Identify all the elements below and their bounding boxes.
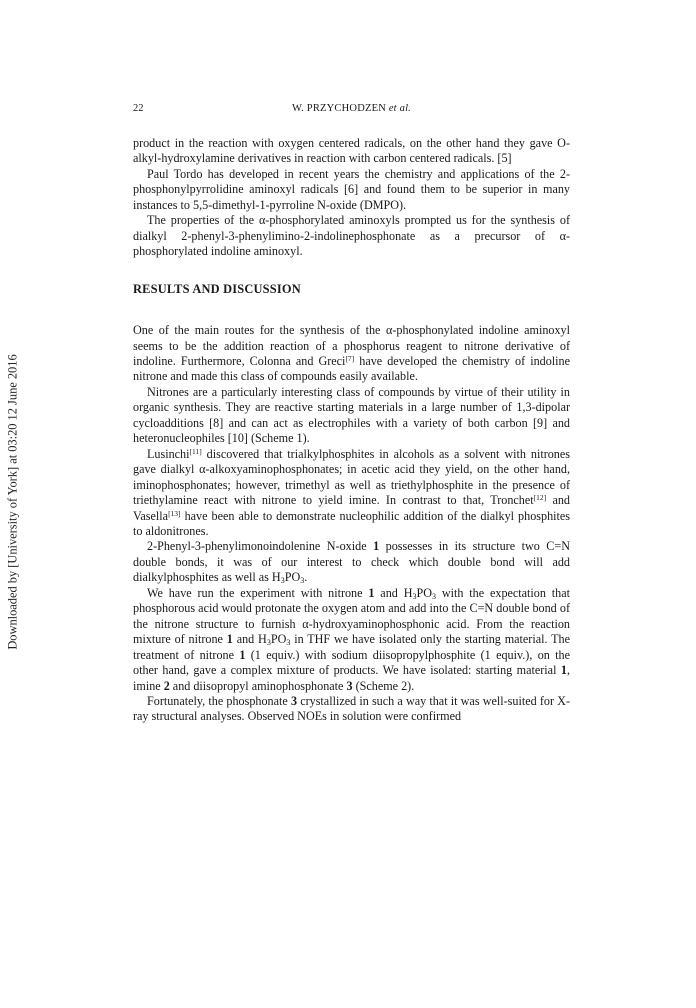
page-number: 22 — [133, 103, 144, 114]
paragraph-intro-3: The properties of the α-phosphorylated aminoxyls prompted us for the synthesis of dialkyl 2-phenyl-3-phenylimino-2-indolinephosphonate as a precursor of α-phosphorylated indoline aminoxyl. — [133, 213, 570, 259]
citation-11: [11] — [189, 446, 202, 456]
citation-12: [12] — [533, 493, 547, 503]
paragraph-results-5: We have run the experiment with nitrone 1 and $H_3PO_3$ with the expectation that phosphorous acid would protonate the oxygen atom and add into the C=N double bond of the nitrone structure to furnish α-hydroxyaminophosphonic acid. From the reaction mixture of nitrone 1 and $H_3PO_3$ in THF we have isolated only the starting material. The treatment of nitrone 1 (1 equiv.) with sodium diisopropylphosphite (1 equiv.), on the other hand, gave a complex mixture of products. We have isolated: starting material 1, imine 2 and diisopropyl aminophosphonate 3 (Scheme 2). — [133, 585, 570, 693]
download-notice — [6, 346, 20, 658]
compound-ref: 1 — [560, 663, 567, 678]
header-authors: W. PRZYCHODZEN — [291, 103, 386, 114]
citation-13: [13] — [168, 508, 181, 518]
header-title — [133, 103, 570, 114]
compound-ref: 3 — [290, 693, 298, 708]
paragraph-results-1: One of the main routes for the synthesis of the α-phosphonylated indoline aminoxyl seems to be the addition reaction of a phosphorus reagent to nitrone derivative of indoline. Furthermore, Colonna and Greci[7] have developed the chemistry of indoline nitrone and made this class of compounds easily available. — [133, 323, 570, 384]
running-header — [133, 103, 570, 119]
compound-ref: 3 — [346, 678, 353, 693]
paragraph-results-4: 2-Phenyl-3-phenylimonoindolenine N-oxide 1 possesses in its structure two C=N double bonds, it was of our interest to check which double bond will add dialkylphosphites as well as $H_3PO_3$. — [133, 539, 570, 586]
paragraph-results-3: Lusinchi[11] discovered that trialkylphosphites in alcohols as a solvent with nitrones gave dialkyl α-alkoxyaminophosphonates; in acetic acid they yield, on the other hand, iminophosphonates; however, trimethyl as well as triethylphosphite in the presence of triethylamine react with nitrone to yield imine. In contrast to that, Tronchet[12] and Vasella[13] have been able to demonstrate nucleophilic addition of the dialkyl phosphites to aldonitrones. — [133, 446, 570, 538]
article-body — [133, 136, 570, 725]
header-et-al: et al. — [388, 103, 412, 114]
paragraph-results-2: Nitrones are a particularly interesting class of compounds by virtue of their utility in organic synthesis. They are reactive starting materials in a large number of 1,3-dipolar cycloadditions [8] and can act as electrophiles with a variety of both carbon [9] and heteronucleophiles [10] (Scheme 1). — [133, 384, 570, 446]
paragraph-intro-2: Paul Tordo has developed in recent years the chemistry and applications of the 2-phosphonylpyrrolidine aminoxyl radicals [6] and found them to be superior in many instances to 5,5-dimethyl-1-pyrroline N-oxide (DMPO). — [133, 166, 570, 212]
paragraph-results-6: Fortunately, the phosphonate 3 crystallized in such a way that it was well-suited for X-ray structural analyses. Observed NOEs in solution were confirmed — [133, 693, 570, 724]
compound-ref: 2 — [163, 678, 170, 693]
compound-ref: 1 — [226, 632, 233, 647]
compound-ref: 1 — [239, 647, 246, 662]
compound-ref: 1 — [373, 539, 380, 554]
compound-ref: 1 — [368, 585, 375, 600]
download-notice-text: Downloaded by [University of York] at 03:20 12 June 2016 — [5, 354, 20, 650]
paragraph-intro-1: product in the reaction with oxygen centered radicals, on the other hand they gave O-alkyl-hydroxylamine derivatives in reaction with carbon centered radicals. [5] — [133, 136, 570, 166]
section-heading: RESULTS AND DISCUSSION — [133, 281, 301, 296]
citation-7: [7] — [345, 353, 355, 363]
